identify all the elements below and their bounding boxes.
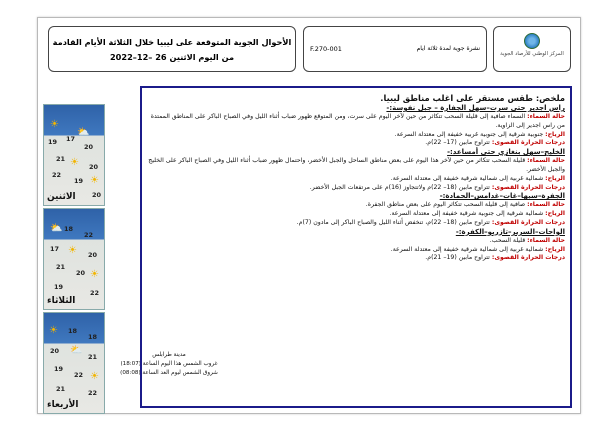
- cloud-sun-icon: ⛅: [77, 127, 90, 138]
- wind-text: شمالية شرقية إلى جنوبية شرقية خفيفة إلى معتدلة السرعة.: [389, 210, 544, 218]
- temp-label: 20: [76, 269, 86, 277]
- header-logo-box: [493, 26, 571, 72]
- sun-icon: ☀: [70, 157, 79, 168]
- temp-label: 21: [88, 353, 98, 361]
- temp-label: 22: [88, 389, 98, 397]
- temp-label: 18: [64, 225, 74, 233]
- temp-label: 17: [50, 245, 60, 253]
- org-name: المركز الوطني للأرصاد الجوية: [500, 51, 564, 57]
- forecast-content: [140, 86, 572, 408]
- temp-label: 17: [66, 135, 76, 143]
- sunset-time: غروب الشمس هذا اليوم الساعة (18:07): [120, 361, 218, 367]
- cloud-sun-icon: ⛅: [70, 345, 83, 356]
- cloud-sun-icon: ⛅: [50, 223, 63, 234]
- wind-label: الرياح:: [545, 245, 565, 253]
- wind-text: شمالية غربية إلى شمالية شرقية خفيفة إلى معتدلة السرعة.: [390, 245, 544, 253]
- sun-icon: ☀: [50, 119, 59, 130]
- sun-icon: ☀: [90, 175, 99, 186]
- ncm-logo-icon: [524, 33, 540, 49]
- temp-label: 21: [56, 263, 66, 271]
- header-title-line2: من اليوم الاثنين 26 –12–2022: [109, 52, 235, 62]
- temp-label: 20: [50, 347, 60, 355]
- sky-text: صافية إلى قليلة السحب تتكاثر اليوم على بعض مناطق الجفرة.: [365, 201, 526, 209]
- day-label: الأربعاء: [47, 400, 79, 410]
- temp-label: 22: [74, 371, 84, 379]
- temp-label: 19: [54, 365, 64, 373]
- temp-label: 18: [68, 327, 78, 335]
- map-day-3: [43, 312, 105, 414]
- day-label: الاثنين: [47, 192, 76, 202]
- temp-label: 19: [54, 283, 64, 291]
- temp-label: 22: [90, 289, 100, 297]
- temp-label: 20: [88, 251, 98, 259]
- temp-label: درجات الحرارة القصوى:: [491, 183, 565, 191]
- sky-label: حالة السماء:: [527, 201, 565, 209]
- region-block: [146, 228, 565, 263]
- sun-icon: ☀: [90, 371, 99, 382]
- sunrise-time: شروق الشمس ليوم الغد الساعة (08:08): [120, 370, 218, 376]
- day-label: الثلاثاء: [47, 296, 76, 306]
- header-title-box: [48, 26, 296, 72]
- map-day-1: [43, 104, 105, 206]
- temp-label: 19: [74, 177, 84, 185]
- wind-text: شمالية غربية إلى شمالية شرقية خفيفة إلى معتدلة السرعة.: [390, 174, 544, 182]
- temp-label: درجات الحرارة القصوى:: [491, 139, 565, 147]
- temp-label: 21: [56, 155, 66, 163]
- wind-text: جنوبية شرقية إلى جنوبية غربية خفيفة إلى معتدلة السرعة.: [394, 130, 544, 138]
- temp-label: درجات الحرارة القصوى:: [491, 254, 565, 262]
- region-title: الجفرة–سبها–غات–غدامس–الحمادة:-: [439, 192, 565, 201]
- temp-label: 19: [48, 138, 58, 146]
- map-day-2: [43, 208, 105, 310]
- sun-icon: ☀: [49, 325, 58, 336]
- temp-label: 20: [89, 163, 99, 171]
- temp-label: 20: [92, 191, 102, 199]
- wind-label: الرياح:: [545, 130, 565, 138]
- temp-label: 21: [56, 385, 66, 393]
- temp-text: تتراوح مابين (18– 22)م ولاتتجاوز (16)م على مرتفعات الجبل الأخضر.: [309, 183, 490, 191]
- wind-label: الرياح:: [545, 210, 565, 218]
- sky-label: حالة السماء:: [527, 113, 565, 120]
- sun-icon: ☀: [90, 269, 99, 280]
- region-title: راس اجدير حتى سرت–سهل الجفارة – جبل نفوسة:-: [386, 104, 565, 112]
- region-block: [146, 104, 565, 148]
- bulletin-label: نشرة جوية لمدة ثلاثة ايام: [416, 45, 480, 52]
- bulletin-page: [37, 17, 581, 414]
- temp-text: تتراوح مابين (17– 22)م.: [425, 139, 490, 147]
- forecast-summary: ملخص: طقس مستقر على اغلب مناطق ليبيا.: [380, 93, 565, 103]
- sky-text: السماء صافية إلى قليلة السحب تتكاثر من حين لآخر اليوم على سرت، ومن المتوقع ظهور ضباب أثناء الليل وفي الصباح الباكر على المناطق الممتدة من راس اجدير إلى الزاوية.: [150, 113, 565, 129]
- temp-label: 22: [52, 171, 62, 179]
- wind-label: الرياح:: [545, 174, 565, 182]
- region-title: الخليج–سهل بنغازي حتى أمساعد:-: [447, 148, 565, 157]
- sun-icon: ☀: [68, 245, 77, 256]
- temp-label: 22: [84, 231, 94, 239]
- temp-label: 20: [84, 143, 94, 151]
- temp-label: درجات الحرارة القصوى:: [491, 218, 565, 226]
- sky-label: حالة السماء:: [527, 236, 565, 244]
- temp-text: تتراوح مابين (18– 22)م، تنخفض أثناء الليل والصباح الباكر إلى مادون (7)م.: [296, 218, 490, 226]
- sky-text: قليلة السحب.: [489, 236, 526, 244]
- sun-city: مدينة طرابلس: [152, 352, 186, 358]
- forecast-maps: [43, 104, 105, 410]
- header-title-line1: الأحوال الجوية المتوقعة على ليبيا خلال الثلاثة الأيام القادمة: [52, 37, 292, 47]
- temp-text: تتراوح مابين (19– 21)م.: [425, 254, 490, 262]
- temp-label: 18: [88, 333, 98, 341]
- sky-text: قليلة السحب تتكاثر من حين لآخر هذا اليوم على بعض مناطق الساحل والجبل الأخضر، واحتمال ظهور ضباب أثناء الليل وفي الصباح الباكر على الخليج والجبل الأخضر.: [148, 157, 565, 173]
- region-title: الواحات–السرير–تازربو–الكفرة:-: [455, 227, 565, 236]
- header-info-box: [303, 26, 487, 72]
- doc-code: F.270-001: [310, 45, 342, 53]
- region-block: [146, 192, 565, 227]
- sky-label: حالة السماء:: [527, 157, 565, 165]
- region-block: [146, 148, 565, 192]
